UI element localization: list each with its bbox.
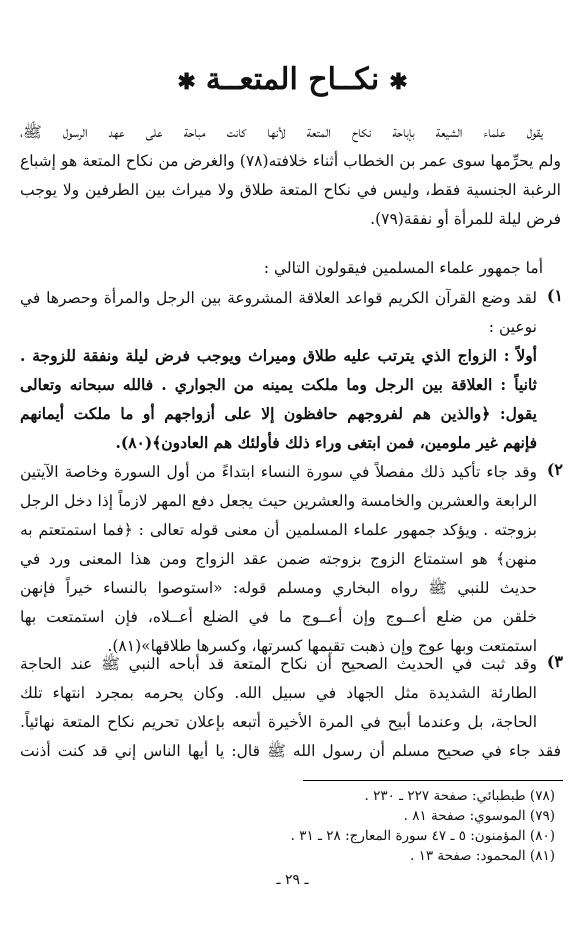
footnote-divider — [303, 780, 563, 781]
item-line: فقد جاء في صحيح مسلم أن رسول الله ﷺ قال: يا أيها الناس إني قد كنت أذنت — [20, 742, 561, 760]
item-number: ٢) — [546, 460, 563, 479]
item-line: استمتعت وبها عوج وإن ذهبت تقيمها كسرتها، وكسرها طلاقها»(٨١). — [107, 637, 537, 655]
intro-line: الرغبة الجنسية فقط، وليس في نكاح المتعة طلاق ولا ميراث بين الطرفين ولا يوجب — [20, 181, 561, 199]
item-line: الطارئة الشديدة مثل الجهاد في سبيل الله. وكان يحرمه بمجرد انتهاء تلك — [20, 684, 537, 702]
star-icon: ✱ — [389, 69, 408, 95]
title-text: نكــاح المتعــة — [205, 62, 380, 97]
item-line: أولاً : الزواج الذي يترتب عليه طلاق وميراث ويوجب فرض ليلة ونفقة للزوجة . — [20, 346, 537, 365]
item-line: خلقن من ضلع أعــوج وإن أعــوج ما في الضلع أعــلاه، فإن استمتعت بها — [20, 608, 537, 626]
item-line: ثانياً : العلاقة بين الرجل وما ملكت يمينه من الجواري . فالله سبحانه وتعالى — [20, 375, 537, 394]
item-line: بزوجته . ويؤكد جمهور علماء المسلمين أن معنى قوله تعالى : ﴿فما استمتعتم به — [20, 521, 537, 539]
item-line: فإنهم غير ملومين، فمن ابتغى وراء ذلك فأولئك هم العادون﴾(٨٠). — [115, 433, 537, 452]
item-line: يقول: ﴿والذين هم لفروجهم حافظون إلا على أزواجهم أو ما ملكت أيمانهم — [20, 404, 537, 423]
lead-line: أما جمهور علماء المسلمين فيقولون التالي : — [263, 259, 543, 277]
footnote: (٨٠) المؤمنون: ٥ ـ ٤٧ سورة المعارج: ٢٨ ـ ٣١ . — [290, 828, 555, 844]
item-number: ٣) — [546, 652, 563, 671]
item-line: نوعين : — [488, 318, 537, 336]
item-line: الرابعة والعشرين والخامسة والعشرين حيث يجعل دفع المهر لازماً إذا دخل الرجل — [20, 492, 537, 510]
intro-line: يقول علماء الشيعة بإباحة نكاح المتعة لأنها كانت مباحة على عهد الرسول ﷺ، — [20, 123, 543, 141]
footnote: (٨١) المحمود: صفحة ١٣ . — [409, 848, 555, 864]
star-icon: ✱ — [177, 69, 196, 95]
item-line: حديث للنبي ﷺ رواه البخاري ومسلم قوله: «استوصوا بالنساء خيراً فإنهن — [20, 579, 537, 597]
intro-line: ولم يحرِّمها سوى عمر بن الخطاب أثناء خلافته(٧٨) والغرض من نكاح المتعة هو إشباع — [20, 152, 561, 170]
item-line: منهن﴾ هو استمتاع الزوج بزوجته ضمن عقد الزواج ومن هذا المعنى ورد في — [20, 550, 537, 568]
footnote: (٧٩) الموسوي: صفحة ٨١ . — [403, 808, 555, 824]
item-line: وقد جاء تأكيد ذلك مفصلاً في سورة النساء ابتداءً من أول السورة وخاصة الآيتين — [20, 463, 537, 481]
page-number: ـ ٢٩ ـ — [276, 872, 309, 888]
footnote: (٧٨) طبطبائي: صفحة ٢٢٧ ـ ٢٣٠ . — [364, 788, 555, 804]
intro-line: فرض ليلة للمرأة أو نفقة(٧٩). — [370, 210, 561, 228]
item-line: وقد ثبت في الحديث الصحيح أن نكاح المتعة قد أباحه النبي ﷺ عند الحاجة — [20, 655, 537, 673]
item-number: ١) — [546, 286, 563, 305]
item-line: لقد وضع القرآن الكريم قواعد العلاقة المشروعة بين الرجل والمرأة وحصرها في — [20, 289, 537, 307]
page-title — [0, 62, 585, 97]
item-line: الحاجة، بل وعندما أبيح في المرة الأخيرة أتبعه بإعلان تحريم نكاح المتعة نهائياً. — [20, 713, 537, 731]
